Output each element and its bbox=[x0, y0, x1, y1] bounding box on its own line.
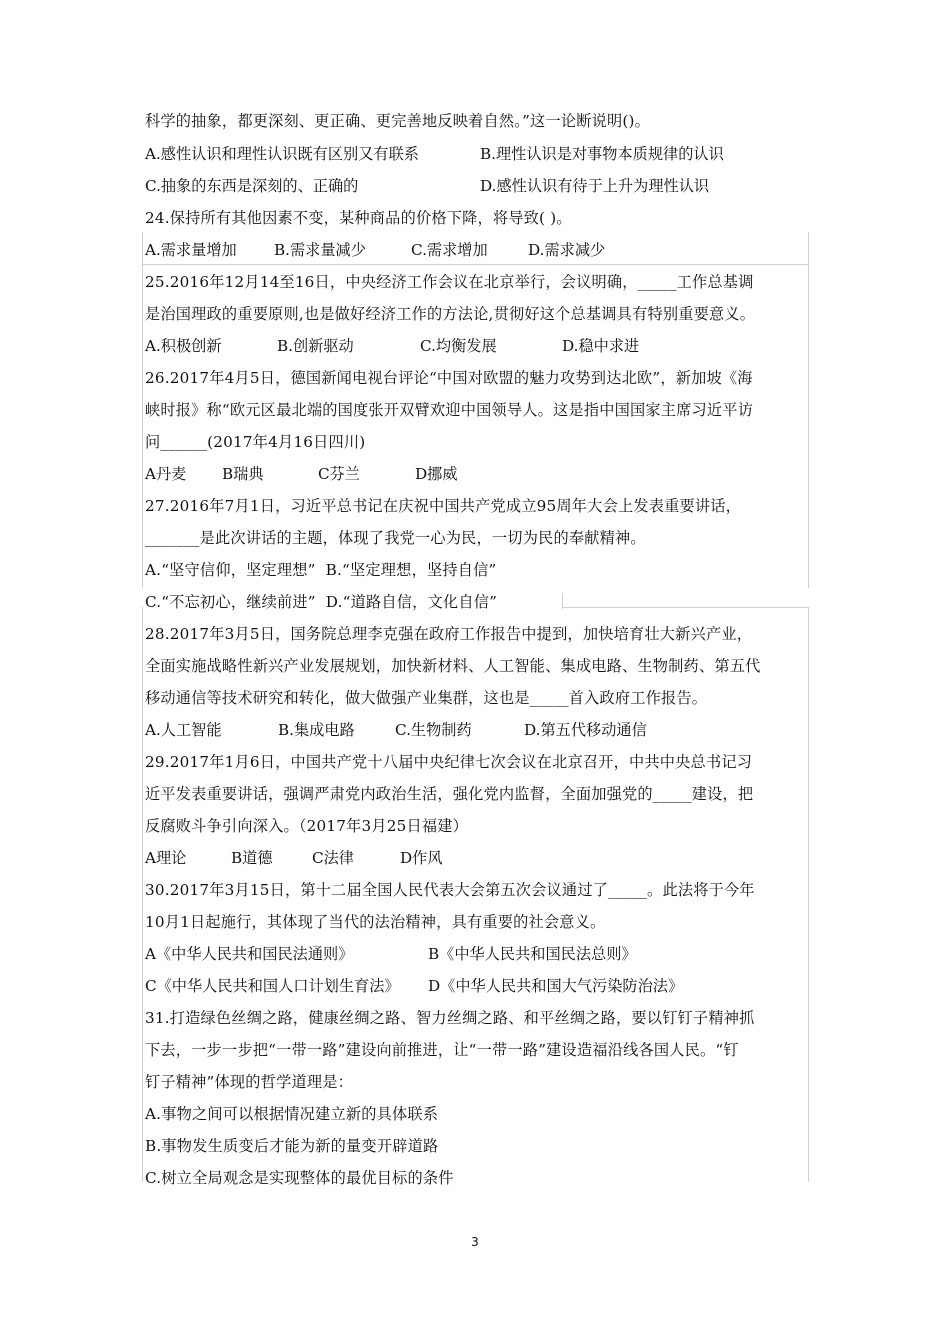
option-23a: A.感性认识和理性认识既有区别又有联系 bbox=[145, 145, 419, 163]
option-29b: B道德 bbox=[231, 849, 273, 867]
option-29d: D作风 bbox=[400, 849, 443, 867]
option-24d: D.需求减少 bbox=[528, 241, 606, 259]
option-27-ab: A.“坚守信仰，坚定理想” B.“坚定理想，坚持自信” bbox=[145, 561, 497, 579]
question-26-line2: 峡时报》称“欧元区最北端的国度张开双臂欢迎中国领导人。这是指中国国家主席习近平访 bbox=[145, 401, 754, 419]
text-line-01: 科学的抽象，都更深刻、更正确、更完善地反映着自然。”这一论断说明()。 bbox=[145, 112, 651, 130]
option-24a: A.需求量增加 bbox=[145, 241, 237, 259]
option-23c: C.抽象的东西是深刻的、正确的 bbox=[145, 177, 359, 195]
option-30b: B《中华人民共和国民法总则》 bbox=[428, 945, 637, 963]
question-28-line1: 28.2017年3月5日，国务院总理李克强在政府工作报告中提到，加快培育壮大新兴产业， bbox=[145, 625, 753, 643]
page-number: 3 bbox=[471, 1235, 479, 1249]
question-26-line3: 问______(2017年4月16日四川) bbox=[145, 433, 366, 451]
option-31c: C.树立全局观念是实现整体的最优目标的条件 bbox=[145, 1169, 454, 1187]
option-31a: A.事物之间可以根据情况建立新的具体联系 bbox=[145, 1105, 439, 1123]
question-29-line3: 反腐败斗争引向深入。（2017年3月25日福建） bbox=[145, 817, 469, 835]
rule-left-1 bbox=[142, 232, 143, 588]
question-27-line2: _______是此次讲话的主题，体现了我党一心为民，一切为民的奉献精神。 bbox=[145, 529, 646, 547]
option-24b: B.需求量减少 bbox=[274, 241, 366, 259]
option-27-cd: C.“不忘初心，继续前进” D.“道路自信，文化自信” bbox=[145, 593, 498, 611]
option-23d: D.感性认识有待于上升为理性认识 bbox=[480, 177, 710, 195]
rule-top-1 bbox=[142, 264, 808, 265]
rule-right-2 bbox=[808, 607, 809, 1182]
option-26a: A丹麦 bbox=[145, 465, 187, 483]
option-28a: A.人工智能 bbox=[145, 721, 222, 739]
rule-left-2 bbox=[142, 607, 143, 1182]
question-30-line2: 10月1日起施行，其体现了当代的法治精神，具有重要的社会意义。 bbox=[145, 913, 606, 931]
option-25a: A.积极创新 bbox=[145, 337, 222, 355]
question-31-line2: 下去，一步一步把“一带一路”建设向前推进，让“一带一路”建设造福沿线各国人民。“钉 bbox=[145, 1041, 739, 1059]
option-28c: C.生物制药 bbox=[395, 721, 472, 739]
option-30d: D《中华人民共和国大气污染防治法》 bbox=[428, 977, 684, 995]
question-26-line1: 26.2017年4月5日，德国新闻电视台评论“中国对欧盟的魅力攻势到达北欧”，新加坡《海 bbox=[145, 369, 753, 387]
option-28d: D.第五代移动通信 bbox=[524, 721, 647, 739]
option-24c: C.需求增加 bbox=[411, 241, 488, 259]
rule-mid-stub bbox=[562, 593, 563, 609]
question-27-line1: 27.2016年7月1日，习近平总书记在庆祝中国共产党成立95周年大会上发表重要讲话， bbox=[145, 497, 742, 515]
question-25-line2: 是治国理政的重要原则,也是做好经济工作的方法论,贯彻好这个总基调具有特别重要意义。 bbox=[145, 305, 756, 323]
question-25-line1: 25.2016年12月14至16日，中央经济工作会议在北京举行，会议明确，_____工作总基调 bbox=[145, 273, 754, 291]
option-30c: C《中华人民共和国人口计划生育法》 bbox=[145, 977, 400, 995]
option-28b: B.集成电路 bbox=[278, 721, 355, 739]
option-30a: A《中华人民共和国民法通则》 bbox=[145, 945, 354, 963]
option-26c: C芬兰 bbox=[318, 465, 360, 483]
question-31-line1: 31.打造绿色丝绸之路，健康丝绸之路、智力丝绸之路、和平丝绸之路，要以钉钉子精神抓 bbox=[145, 1009, 755, 1027]
rule-right-1 bbox=[808, 232, 809, 588]
option-29c: C法律 bbox=[312, 849, 354, 867]
question-28-line2: 全面实施战略性新兴产业发展规划，加快新材料、人工智能、集成电路、生物制药、第五代 bbox=[145, 657, 761, 675]
question-30-line1: 30.2017年3月15日，第十二届全国人民代表大会第五次会议通过了_____。此法将于今年 bbox=[145, 881, 755, 899]
question-28-line3: 移动通信等技术研究和转化，做大做强产业集群，这也是_____首入政府工作报告。 bbox=[145, 689, 708, 707]
option-31b: B.事物发生质变后才能为新的量变开辟道路 bbox=[145, 1137, 439, 1155]
option-29a: A理论 bbox=[145, 849, 187, 867]
question-29-line1: 29.2017年1月6日，中国共产党十八届中央纪律七次会议在北京召开，中共中央总书记习 bbox=[145, 753, 753, 771]
question-24: 24.保持所有其他因素不变，某种商品的价格下降，将导致( )。 bbox=[145, 209, 572, 227]
option-26b: B瑞典 bbox=[222, 465, 264, 483]
option-26d: D挪威 bbox=[415, 465, 458, 483]
question-29-line2: 近平发表重要讲话，强调严肃党内政治生活，强化党内监督，全面加强党的_____建设，把 bbox=[145, 785, 754, 803]
rule-mid-1 bbox=[562, 607, 808, 608]
option-25c: C.均衡发展 bbox=[420, 337, 497, 355]
option-25d: D.稳中求进 bbox=[562, 337, 640, 355]
question-31-line3: 钉子精神”体现的哲学道理是： bbox=[145, 1073, 354, 1091]
option-23b: B.理性认识是对事物本质规律的认识 bbox=[480, 145, 724, 163]
option-25b: B.创新驱动 bbox=[277, 337, 354, 355]
